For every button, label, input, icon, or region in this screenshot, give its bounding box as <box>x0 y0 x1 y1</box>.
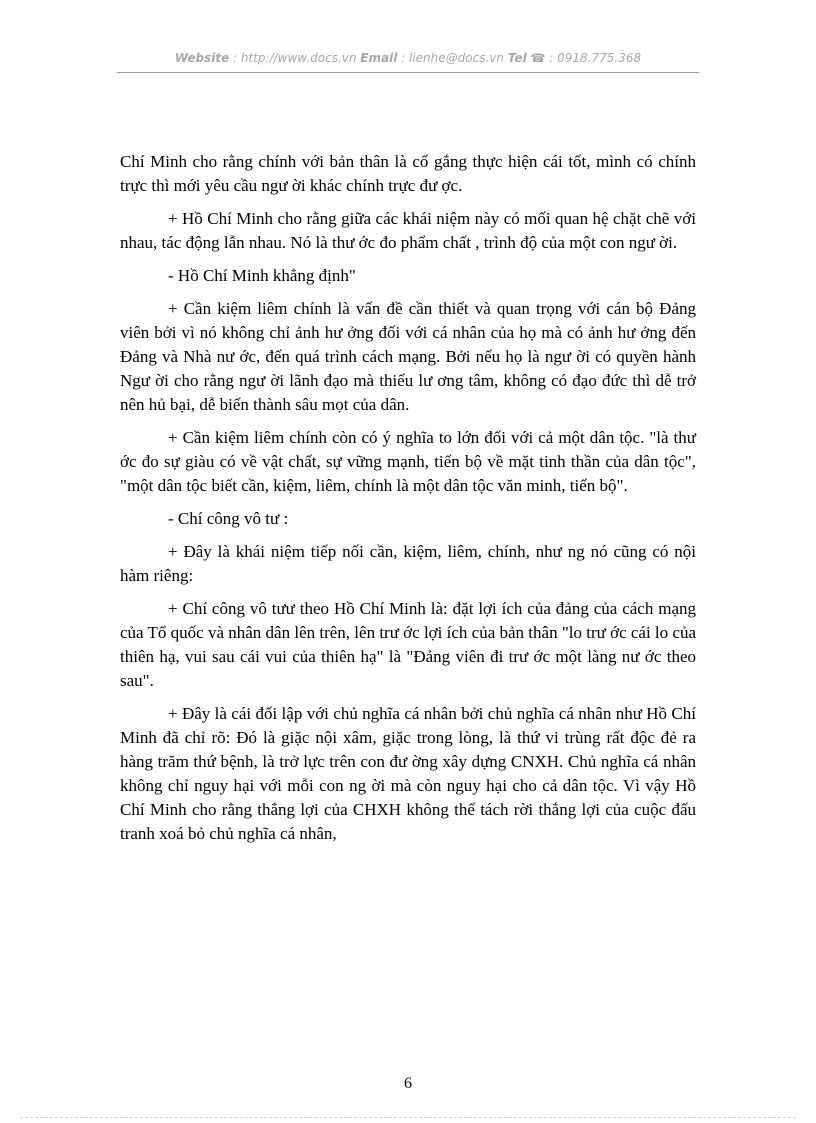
paragraph: + Chí công vô tưư theo Hồ Chí Minh là: đặt lợi ích của đảng của cách mạng của Tổ quốc và nhân dân lên trên, lên trư ớc lợi ích của bản thân "lo trư ớc cái lo của thiên hạ, vui sau cái vui của thiên hạ" là "Đảng viên đi trư ớc một làng nư ớc theo sau". <box>120 599 696 690</box>
paragraph: + Hồ Chí Minh cho rằng giữa các khái niệm này có mối quan hệ chặt chẽ với nhau, tác động lẫn nhau. Nó là thư ớc đo phẩm chất , trình độ của một con ngư ời. <box>120 209 696 252</box>
website-value: : http://www.docs.vn <box>229 51 361 65</box>
paragraph: + Đây là cái đối lập với chủ nghĩa cá nhân bởi chủ nghĩa cá nhân như Hồ Chí Minh đã chỉ rõ: Đó là giặc nội xâm, giặc trong lòng, là thứ vi trùng rất độc đẻ ra hàng trăm thứ bệnh, là trở lực trên con đư ờng xây dựng CNXH. Chủ nghĩa cá nhân không chỉ nguy hại với mỗi con ng ời mà còn nguy hại cho cả dân tộc. Vì vậy Hồ Chí Minh cho rằng thắng lợi của CHXH không thể tách rời thắng lợi của cuộc đấu tranh xoá bỏ chủ nghĩa cá nhân, <box>120 704 696 843</box>
tel-label: Tel <box>507 51 527 65</box>
email-value: : lienhe@docs.vn <box>397 51 508 65</box>
paragraph: - Hồ Chí Minh khẳng định" <box>168 266 356 285</box>
website-label: Website <box>174 51 230 65</box>
page-number: 6 <box>404 1075 412 1092</box>
paragraph: + Cần kiệm liêm chính là vấn đề cần thiết và quan trọng với cán bộ Đảng viên bởi vì nó không chỉ ảnh hư ởng đối với cá nhân của họ mà có ảnh hư ởng đến Đảng và Nhà nư ớc, đến quá trình cách mạng. Bởi nếu họ là ngư ời có quyền hành Ngư ời cho rằng ngư ời lãnh đạo mà thiếu lư ơng tâm, không có đạo đức thì dễ trở nên hủ bại, dễ biến thành sâu mọt của dân. <box>120 299 696 414</box>
paragraph: - Chí công vô tư : <box>168 509 289 528</box>
tel-value: ☎ : 0918.775.368 <box>526 51 642 65</box>
document-body <box>120 150 696 855</box>
paragraph: + Cần kiệm liêm chính còn có ý nghĩa to lớn đối với cả một dân tộc. "là thư ớc đo sự giàu có về vật chất, sự vững mạnh, tiến bộ về mặt tinh thần của dân tộc", "một dân tộc biết cần, kiệm, liêm, chính là một dân tộc văn minh, tiến bộ". <box>120 428 696 495</box>
email-label: Email <box>360 51 398 65</box>
page-header <box>0 50 816 66</box>
header-divider <box>117 72 699 73</box>
paragraph: Chí Minh cho rằng chính với bản thân là cố gắng thực hiện cái tốt, mình có chính trực thì mới yêu cầu ngư ời khác chính trực đư ợc. <box>120 152 696 195</box>
paragraph: + Đây là khái niệm tiếp nối cần, kiệm, liêm, chính, như ng nó cũng có nội hàm riêng: <box>120 542 696 585</box>
footer-divider <box>20 1117 796 1118</box>
